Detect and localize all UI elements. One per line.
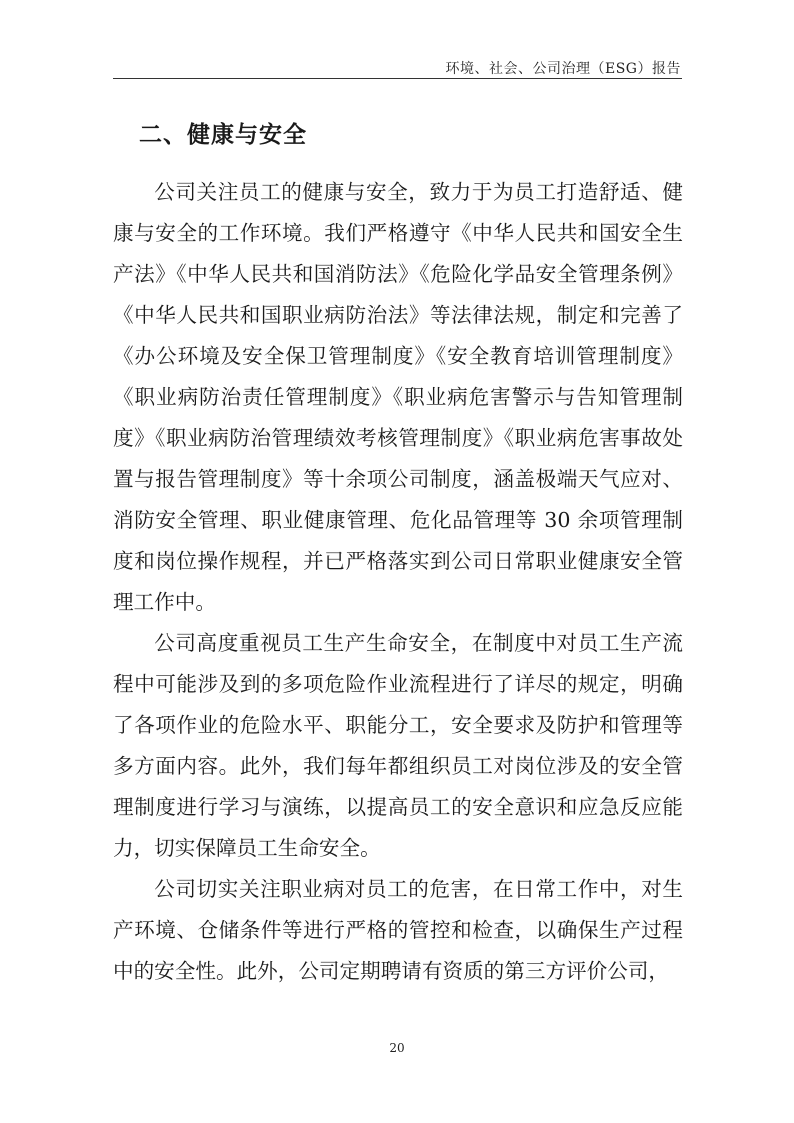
paragraph-1: 公司关注员工的健康与安全，致力于为员工打造舒适、健康与安全的工作环境。我们严格遵守《中华人民共和国安全生产法》《中华人民共和国消防法》《危险化学品安全管理条例》《中华人民共和国职业病防治法》等法律法规，制定和完善了《办公环境及安全保卫管理制度》《安全教育培训管理制度》《职业病防治责任管理制度》《职业病危害警示与告知管理制度》《职业病防治管理绩效考核管理制度》《职业病危害事故处置与报告管理制度》等十余项公司制度，涵盖极端天气应对、消防安全管理、职业健康管理、危化品管理等 30 余项管理制度和岗位操作规程，并已严格落实到公司日常职业健康安全管理工作中。 — [113, 180, 683, 614]
header-divider — [113, 78, 682, 79]
running-header: 环境、社会、公司治理（ESG）报告 — [445, 61, 681, 77]
body-text — [113, 172, 683, 992]
paragraph-3: 公司切实关注职业病对员工的危害，在日常工作中，对生产环境、仓储条件等进行严格的管控和检查，以确保生产过程中的安全性。此外，公司定期聘请有资质的第三方评价公司， — [113, 877, 683, 983]
page-number: 20 — [389, 1041, 405, 1055]
section-title: 二、健康与安全 — [139, 122, 307, 148]
paragraph-2: 公司高度重视员工生产生命安全，在制度中对员工生产流程中可能涉及到的多项危险作业流程进行了详尽的规定，明确了各项作业的危险水平、职能分工，安全要求及防护和管理等多方面内容。此外，我们每年都组织员工对岗位涉及的安全管理制度进行学习与演练，以提高员工的安全意识和应急反应能力，切实保障员工生命安全。 — [113, 631, 683, 860]
